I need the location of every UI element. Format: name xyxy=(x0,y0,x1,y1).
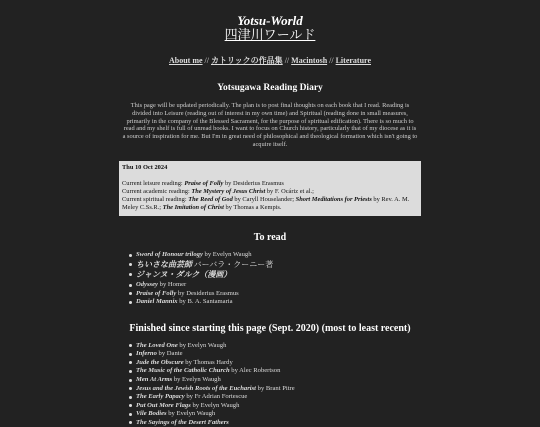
book-author: by Caryll Houselander; xyxy=(234,196,295,204)
book-title: Put Out More Flags xyxy=(136,401,191,409)
list-item xyxy=(120,342,420,351)
page-title: Yotsugawa Reading Diary xyxy=(217,82,323,93)
book-title: The Imitation of Christ xyxy=(162,204,224,212)
nav-separator: // xyxy=(282,56,292,66)
book-title: Daniel Mannix xyxy=(136,298,178,306)
book-author: by Evelyn Waugh xyxy=(179,341,227,349)
list-item xyxy=(120,376,420,385)
book-author: by Rev. A. M. Meley C.Ss.R.; xyxy=(122,196,410,212)
diary-line-spiritual xyxy=(122,196,418,212)
list-item xyxy=(120,298,420,307)
book-author: by Evelyn Waugh xyxy=(204,251,252,259)
nav-separator: // xyxy=(327,56,336,66)
diary-line-leisure xyxy=(122,180,418,188)
site-subtitle xyxy=(0,28,540,43)
book-author: バーバラ・クーニー著 xyxy=(193,259,274,269)
nav-catholic-works[interactable]: カトリックの作品集 xyxy=(211,56,283,66)
nav-macintosh[interactable]: Macintosh xyxy=(291,56,328,66)
list-item xyxy=(120,393,420,402)
book-title: Short Meditations for Priests xyxy=(295,196,372,204)
book-author: by Thomas a Kempis. xyxy=(225,204,282,212)
nav-separator: // xyxy=(202,56,211,66)
book-author: by Desiderius Erasmus xyxy=(177,289,239,297)
diary-label: Current spiritual reading: xyxy=(122,196,187,204)
list-item xyxy=(120,410,420,419)
book-author: by Evelyn Waugh xyxy=(168,410,216,418)
list-item xyxy=(120,359,420,368)
book-author: by Thomas Hardy xyxy=(185,358,233,366)
list-item xyxy=(120,260,420,271)
nav-literature[interactable]: Literature xyxy=(335,56,371,66)
book-title: Jesus and the Jewish Roots of the Eucharist xyxy=(136,384,256,392)
list-item xyxy=(120,385,420,394)
list-item xyxy=(120,251,420,260)
intro-paragraph: This page will be updated periodically. The plan is to post final thoughts on each book that I read. Reading is divided into Leisure (reading out of interest in my own time) and Spiritual (reading done in small measures, primarily in the company of the Blessed Sacrament, for the purpose of spiritual edification). There is so much to read and my shelf is full of unread books. I want to focus on Church history, particularly that of my diocese as it is a source of inspiration for me. But I'm in great need of philosophical and theological formation which isn't going to acquire itself. xyxy=(122,102,418,148)
book-title: Men At Arms xyxy=(136,375,173,383)
finished-heading: Finished since starting this page (Sept. 2020) (most to least recent) xyxy=(129,322,411,334)
list-item xyxy=(120,350,420,359)
book-title: Jude the Obscure xyxy=(136,358,184,366)
site-header xyxy=(0,0,540,43)
book-title: Sword of Honour trilogy xyxy=(136,251,203,259)
book-title: The Music of the Catholic Church xyxy=(136,367,230,375)
book-author: by Brant Pitre xyxy=(257,384,295,392)
list-item xyxy=(120,367,420,376)
list-item xyxy=(120,419,420,427)
book-title: ジャンヌ・ダルク（漫画） xyxy=(136,270,232,280)
book-author: by F. Ocáriz et al.; xyxy=(266,188,314,196)
list-item xyxy=(120,270,420,281)
book-author: by Evelyn Waugh xyxy=(173,375,221,383)
diary-date: Thu 10 Oct 2024 xyxy=(122,164,168,172)
book-title: Odyssey xyxy=(136,281,158,289)
book-title: Praise of Folly xyxy=(184,180,224,188)
diary-entry xyxy=(119,161,421,216)
list-item xyxy=(120,290,420,299)
book-title: The Mystery of Jesus Christ xyxy=(191,188,266,196)
book-title: Praise of Folly xyxy=(136,289,177,297)
book-title: Inferno xyxy=(136,350,157,358)
site-title: Yotsu-World xyxy=(237,13,303,28)
book-title: The Sayings of the Desert Fathers xyxy=(136,418,229,426)
book-title: The Early Papacy xyxy=(136,393,185,401)
book-author: by Homer xyxy=(159,281,187,289)
book-author: by Fr Adrian Fortescue xyxy=(186,393,248,401)
book-author: by B. A. Santamaria xyxy=(179,298,233,306)
finished-list xyxy=(120,342,420,427)
diary-label: Current academic reading: xyxy=(122,188,190,196)
book-author: by Desiderius Erasmus xyxy=(224,180,284,188)
site-subtitle-link[interactable]: 四津川ワールド xyxy=(224,27,316,43)
book-author: by Dante xyxy=(158,350,183,358)
book-title: Vile Bodies xyxy=(136,410,167,418)
diary-label: Current leisure reading: xyxy=(122,180,183,188)
to-read-list xyxy=(120,251,420,306)
book-title: The Reed of God xyxy=(188,196,233,204)
diary-line-academic xyxy=(122,188,418,196)
list-item xyxy=(120,402,420,411)
book-title: ちいさな曲芸師 xyxy=(136,259,192,269)
to-read-heading: To read xyxy=(253,232,287,244)
nav-about-me[interactable]: About me xyxy=(168,56,203,66)
list-item xyxy=(120,281,420,290)
book-author: by Evelyn Waugh xyxy=(192,401,240,409)
book-author: by Alec Robertson xyxy=(231,367,281,375)
book-title: The Loved One xyxy=(136,341,178,349)
main-nav xyxy=(0,56,540,66)
